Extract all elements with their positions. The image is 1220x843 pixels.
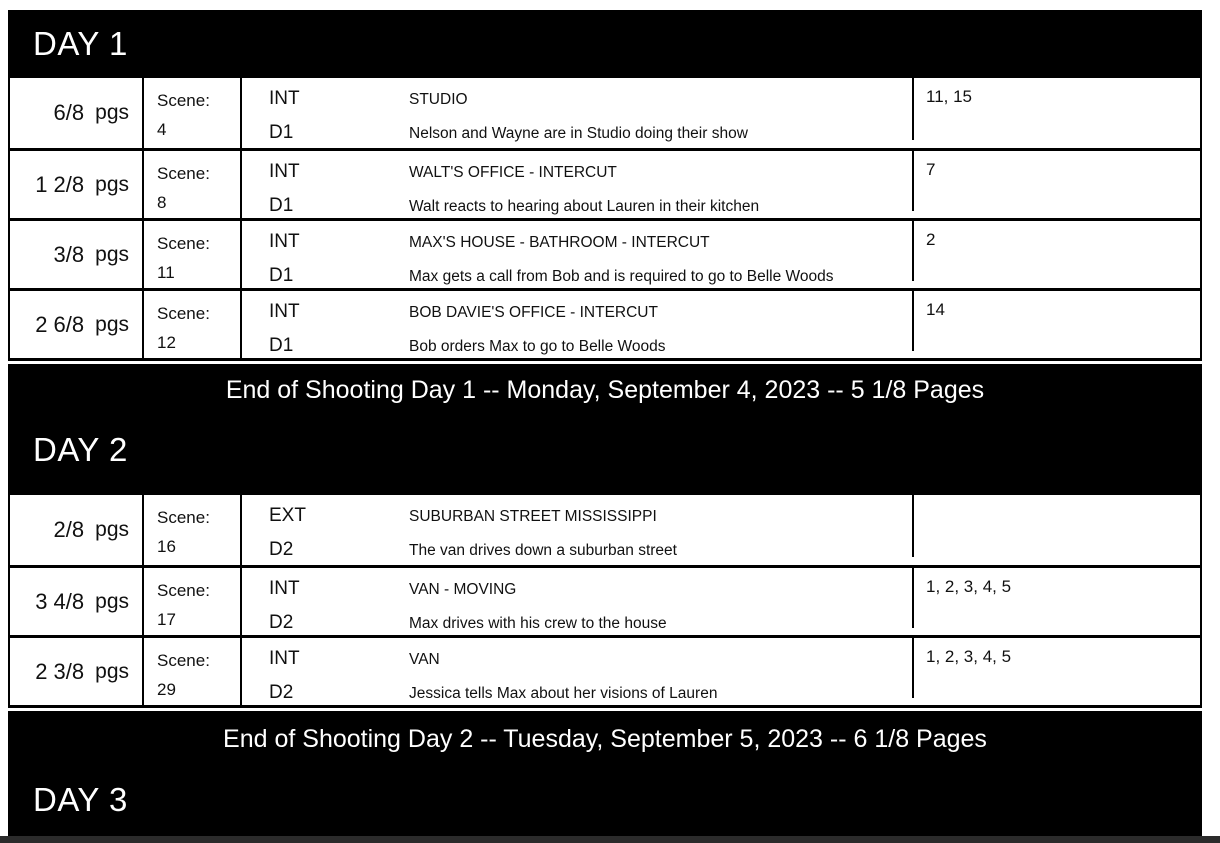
pages-unit: pgs [95,518,129,541]
day-night: D1 [269,265,294,286]
pages-cell [10,151,142,219]
cast-cell [912,78,1200,148]
scene-number: 16 [157,537,176,556]
pages-unit: pgs [95,313,129,336]
pages-unit: pgs [95,101,129,124]
day-1-label: DAY 1 [33,25,128,62]
set-cell [240,568,912,636]
set-line-2 [242,334,912,359]
end-of-day-1-text: End of Shooting Day 1 -- Monday, September 4, 2023 -- 5 1/8 Pages [225,376,985,404]
day-night: D1 [269,195,294,216]
description: Max gets a call from Bob and is required to go to Belle Woods [409,268,834,285]
day-night: D1 [269,335,294,356]
scene-cell [142,291,240,359]
set-line-1 [242,87,912,112]
set-line-1 [242,230,912,255]
location: VAN [409,651,440,668]
description: The van drives down a suburban street [409,542,677,559]
scene-cell [142,495,240,565]
cast-cell [912,568,1200,636]
location: VAN - MOVING [409,581,517,598]
cast-cell [912,638,1200,706]
pages-cell [10,78,142,148]
scene-row [10,148,1200,218]
cast-cell [912,291,1200,359]
scene-number: 11 [157,263,175,282]
cast-numbers: 1, 2, 3, 4, 5 [926,577,1012,596]
scene-label: Scene: [157,581,210,600]
scene-row [10,565,1200,635]
pages-unit: pgs [95,660,129,683]
set-line-1 [242,300,912,325]
description: Nelson and Wayne are in Studio doing their show [409,125,748,142]
pages-unit: pgs [95,173,129,196]
description: Walt reacts to hearing about Lauren in their kitchen [409,198,760,215]
scene-number: 8 [157,193,167,212]
page-count: 6/8 [53,100,85,125]
int-ext: EXT [269,505,306,526]
day-1-header [8,10,1202,78]
scene-cell [142,151,240,219]
pages-cell [10,638,142,706]
cast-numbers: 1, 2, 3, 4, 5 [926,647,1012,666]
window-bottom-edge [0,836,1220,843]
page-count: 1 2/8 [35,172,85,197]
set-line-1 [242,160,912,185]
set-cell [240,78,912,148]
day-night: D2 [269,612,294,633]
cast-numbers: 14 [926,300,945,319]
set-cell [240,291,912,359]
scene-row [10,495,1200,565]
set-line-1 [242,647,912,672]
int-ext: INT [269,578,300,599]
location: STUDIO [409,91,468,108]
pages-cell [10,221,142,289]
day-night: D2 [269,682,294,703]
set-cell [240,221,912,289]
set-line-1 [242,577,912,602]
description: Max drives with his crew to the house [409,615,667,632]
location: BOB DAVIE'S OFFICE - INTERCUT [409,304,658,321]
page-count: 2 3/8 [35,659,85,684]
int-ext: INT [269,301,300,322]
scene-row [10,218,1200,288]
scene-cell [142,568,240,636]
scene-number: 29 [157,680,176,699]
set-line-2 [242,538,912,563]
set-line-2 [242,611,912,636]
page-count: 2/8 [53,517,85,542]
set-cell [240,495,912,565]
scene-number: 4 [157,120,167,139]
scene-row [10,288,1200,358]
int-ext: INT [269,161,300,182]
int-ext: INT [269,88,300,109]
location: WALT'S OFFICE - INTERCUT [409,164,617,181]
day-2-table [8,495,1202,708]
scene-label: Scene: [157,508,210,527]
scene-label: Scene: [157,651,210,670]
schedule-content [8,10,1202,836]
day-night: D1 [269,122,294,143]
scene-label: Scene: [157,304,210,323]
pages-cell [10,291,142,359]
scene-cell [142,221,240,289]
day-night: D2 [269,539,294,560]
pages-cell [10,568,142,636]
cast-numbers: 11, 15 [926,87,973,106]
page-count: 3 4/8 [35,589,85,614]
set-line-2 [242,264,912,289]
description: Jessica tells Max about her visions of Lauren [409,685,718,702]
scene-number: 17 [157,610,176,629]
set-line-2 [242,121,912,146]
set-line-2 [242,681,912,706]
scene-cell [142,638,240,706]
int-ext: INT [269,648,300,669]
scene-label: Scene: [157,234,210,253]
cast-cell [912,151,1200,219]
day-3-label: DAY 3 [33,781,128,818]
pages-unit: pgs [95,243,129,266]
scene-row [10,78,1200,148]
cast-numbers: 7 [926,160,936,179]
scene-number: 12 [157,333,176,352]
pages-unit: pgs [95,590,129,613]
page-count: 3/8 [53,242,85,267]
set-line-2 [242,194,912,219]
day-1-table [8,78,1202,361]
set-line-1 [242,504,912,529]
location: SUBURBAN STREET MISSISSIPPI [409,508,657,525]
pages-cell [10,495,142,565]
end-of-day-2-text: End of Shooting Day 2 -- Tuesday, September 5, 2023 -- 6 1/8 Pages [223,725,987,753]
cast-cell [912,221,1200,289]
end-of-day-2-banner [8,711,1202,836]
cast-numbers: 2 [926,230,936,249]
description: Bob orders Max to go to Belle Woods [409,338,666,355]
scene-cell [142,78,240,148]
page-count: 2 6/8 [35,312,85,337]
location: MAX'S HOUSE - BATHROOM - INTERCUT [409,234,710,251]
day-2-label: DAY 2 [33,431,128,468]
scene-row [10,635,1200,705]
set-cell [240,638,912,706]
int-ext: INT [269,231,300,252]
scene-label: Scene: [157,164,210,183]
end-of-day-1-banner [8,364,1202,495]
scene-label: Scene: [157,91,210,110]
set-cell [240,151,912,219]
cast-cell [912,495,1200,565]
